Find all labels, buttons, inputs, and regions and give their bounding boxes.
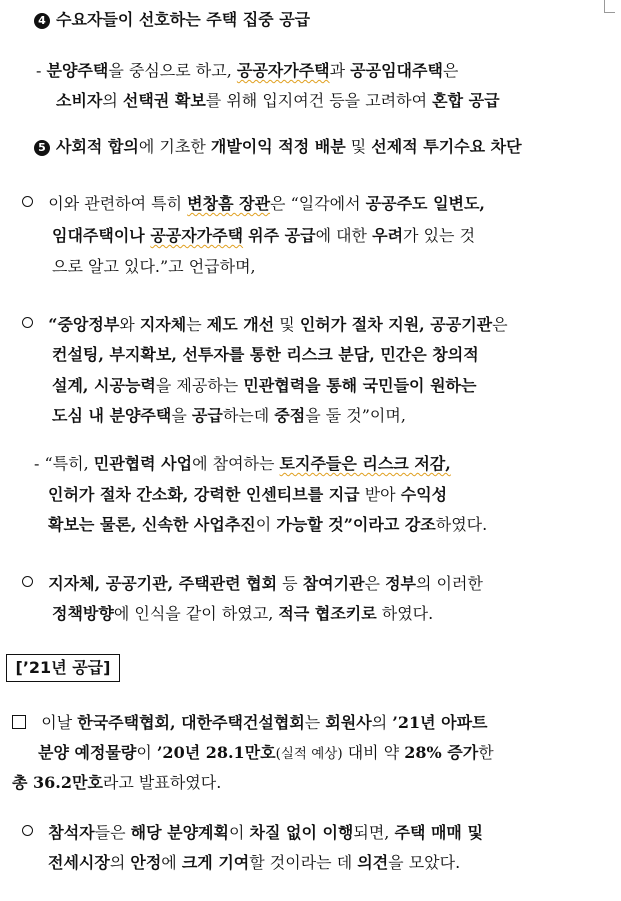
circle-bullet-icon [22,317,33,328]
text-run: 위주 공급 [248,226,316,245]
paragraph-5-line-3 [12,772,221,794]
text-run: 에 대한 [315,226,373,245]
text-run: 은 [442,61,459,80]
paragraph-2-line-1 [22,314,508,336]
text-run: 28% 증가 [404,743,479,762]
text-run: 해당 분양계획 [130,823,229,842]
paragraph-1-line-1 [22,193,485,215]
text-run: 과 [329,61,351,80]
text-run: 을 모았다. [388,853,461,872]
text-run: “중앙정부 [48,315,120,334]
text-run: 는 [186,315,207,334]
text-run: 할 것이라는 데 [249,853,358,872]
text-run: 를 위해 입지여건 등을 고려하여 [205,91,433,110]
text-run: 제도 개선 [206,315,275,334]
text-run: 임대주택이나 [52,226,151,245]
paragraph-5-line-2 [38,742,494,765]
text-run: 의 이러한 [415,574,483,593]
text-run: 및 [345,137,372,156]
text-run: 등 [277,574,303,593]
text-run: 분양주택 [46,61,109,80]
paragraph-3-line-3 [48,514,487,536]
text-run: 이와 관련하여 특히 [48,194,188,213]
text-run: 정책방향 [52,604,114,623]
text-run: 분양 예정물량 [38,743,137,762]
text-run: 한국주택협회, 대한주택건설협회 [77,713,305,732]
text-run: 차질 없이 이행 [249,823,354,842]
text-run: 가 있는 것 [403,226,476,245]
paragraph-1-line-2 [52,225,475,247]
paragraph-6-line-2 [48,852,460,874]
circle-bullet-icon [22,196,33,207]
text-run: 에 [161,853,182,872]
text-run: 전세시장 [48,853,110,872]
text-run: 설계, 시공능력 [52,376,156,395]
section-4-number: 4 [34,13,50,29]
page-corner-mark [604,0,615,13]
section-4-title [34,9,310,31]
paragraph-2-line-2 [52,344,479,366]
text-run: 회원사 [325,713,372,732]
section-5-title [34,136,522,158]
text-run: 들은 [94,823,131,842]
text-run: 을 제공하는 [155,376,244,395]
paragraph-3-line-2 [48,484,447,506]
section-heading-2021-supply: [’21년 공급] [6,654,120,682]
text-run: 참석자 [48,823,95,842]
text-run: 이 [136,743,157,762]
text-run: 은 [492,315,508,334]
text-run: 및 [274,315,300,334]
text-run: 하였다. [376,604,434,623]
text-run: 선택권 확보 [122,91,206,110]
text-run: (실적 예상) [275,746,343,762]
text-run: 을 중심으로 하고, [108,61,237,80]
text-run: 와 [119,315,140,334]
text-run: 크게 기여 [181,853,250,872]
text-run: 공공자가주택 [150,226,244,245]
text-run: 지자체, 공공기관, 주택관련 협회 [48,574,278,593]
text-run: 안정 [130,853,162,872]
section-4-line-2 [56,90,500,112]
text-run: 참여기관 [302,574,365,593]
text-run: 하는데 [222,406,275,425]
text-run: 을 둘 것”이며, [305,406,406,425]
text-run: “특히, [44,454,94,473]
paragraph-3-line-1 [34,453,451,475]
text-run: 의 [371,713,393,732]
text-run: 이 [228,823,250,842]
text-run: 총 36.2만호 [12,773,103,792]
text-run: 적극 협조키로 [278,604,377,623]
circle-bullet-icon [22,825,33,836]
text-run: 을 [171,406,192,425]
text-run: 받아 [359,485,401,504]
circle-bullet-icon [22,576,33,587]
text-run: 사회적 합의 [56,137,139,156]
square-bullet-icon [12,715,26,729]
text-run: 가능할 것”이라고 강조 [276,515,436,534]
text-run: 선제적 투기수요 차단 [371,137,522,156]
text-run: - [34,454,40,473]
text-run: 대비 약 [342,743,405,762]
text-run: ’21년 아파트 [392,713,488,732]
text-run: 주택 매매 및 [394,823,483,842]
text-run: 은 “일각에서 [270,194,366,213]
text-run: 이 [255,515,277,534]
text-run: 도심 내 분양주택 [52,406,172,425]
text-run: 지자체 [139,315,187,334]
text-run: 우려 [372,226,404,245]
text-run: 중점 [274,406,306,425]
text-run: - [36,61,42,80]
text-run: 인허가 절차 간소화, 강력한 인센티브를 지급 [48,485,360,504]
text-run: 은 [364,574,386,593]
text-run: 민관협력 사업 [93,454,193,473]
text-run: 공공주도 일변도, [365,194,486,213]
paragraph-2-line-3 [52,375,476,397]
text-run: 수요자들이 선호하는 주택 집중 공급 [56,10,311,29]
text-run: 하였다. [435,515,488,534]
paragraph-5-line-1 [12,712,488,734]
text-run: 개발이익 적정 배분 [210,137,346,156]
text-run: 의견 [357,853,389,872]
text-run: 공급 [191,406,223,425]
text-run: 소비자 [56,91,103,110]
text-run: 공공임대주택 [350,61,443,80]
section-4-line-1 [36,60,458,82]
text-run: 한 [478,743,494,762]
text-run: ’20년 28.1만호 [156,743,276,762]
text-run: 되면, [353,823,395,842]
paragraph-2-line-4 [52,405,406,427]
text-run: 확보는 물론, 신속한 사업추진 [48,515,256,534]
text-run: 민관협력을 통해 국민들이 원하는 [243,376,477,395]
paragraph-4-line-2 [52,603,433,625]
text-run: 공공자가주택 [236,61,330,80]
text-run: 컨설팅, 부지확보, 선투자를 통한 리스크 분담, 민간은 창의적 [52,345,479,364]
section-5-number: 5 [34,140,50,156]
paragraph-6-line-1 [22,822,483,844]
text-run: 인허가 절차 지원, 공공기관 [299,315,493,334]
text-run: 변창흠 장관 [187,194,271,213]
text-run: 에 참여하는 [192,454,280,473]
text-run: 에 기초한 [138,137,211,156]
paragraph-4-line-1 [22,573,483,595]
text-run: 이날 [41,713,78,732]
text-run: 의 [102,91,123,110]
text-run: 혼합 공급 [432,91,500,110]
text-run: 라고 발표하였다. [102,773,222,792]
text-run: 의 [109,853,131,872]
text-run: 수익성 [400,485,448,504]
paragraph-1-line-3: 으로 알고 있다.”고 언급하며, [52,257,256,276]
text-run: 에 인식을 같이 하였고, [113,604,279,623]
text-run: 정부 [385,574,416,593]
text-run: 는 [304,713,326,732]
text-run: 토지주들은 리스크 저감, [279,454,451,473]
